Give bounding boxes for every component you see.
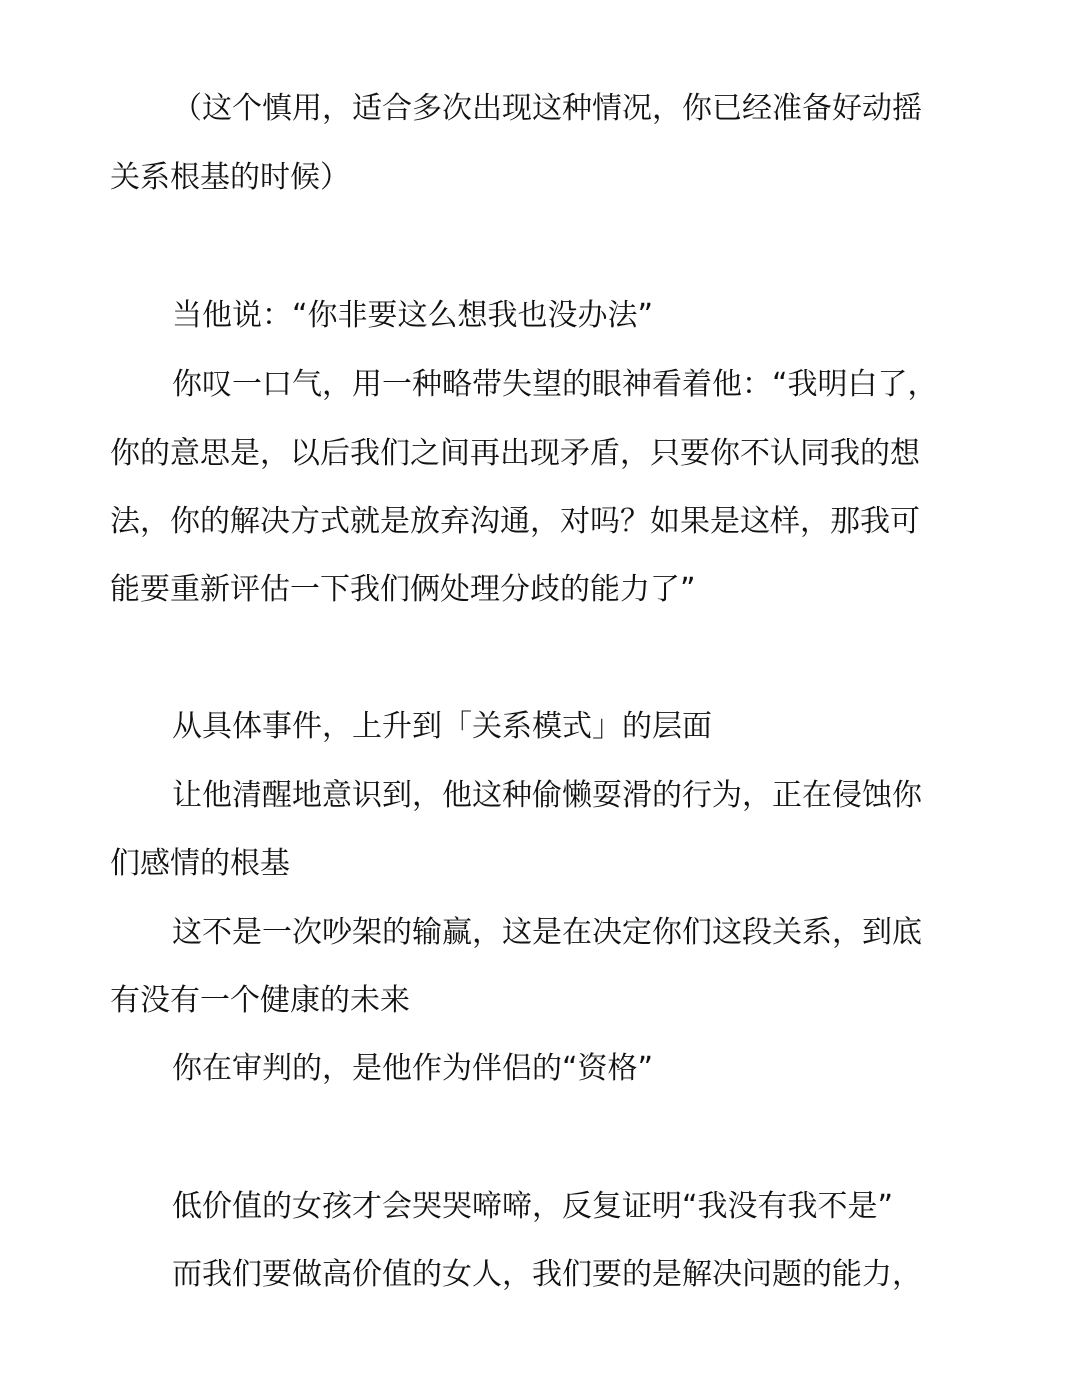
text-line: 低价值的女孩才会哭哭啼啼，反复证明“我没有我不是” — [172, 1189, 894, 1224]
text-line: 从具体事件，上升到「关系模式」的层面 — [172, 709, 712, 744]
text-line: 能要重新评估一下我们俩处理分歧的能力了” — [110, 572, 696, 607]
text-line: 法，你的解决方式就是放弃沟通，对吗？如果是这样，那我可 — [110, 504, 920, 539]
text-line: 你在审判的，是他作为伴侣的“资格” — [172, 1051, 654, 1086]
text-line: 当他说：“你非要这么想我也没办法” — [172, 298, 654, 333]
text-line: 让他清醒地意识到，他这种偷懒耍滑的行为，正在侵蚀你 — [172, 778, 922, 813]
text-line: 而我们要做高价值的女人，我们要的是解决问题的能力， — [172, 1257, 922, 1292]
text-line: 有没有一个健康的未来 — [110, 983, 410, 1018]
text-line: 关系根基的时候） — [110, 160, 350, 195]
text-line: 这不是一次吵架的输赢，这是在决定你们这段关系，到底 — [172, 915, 922, 950]
text-line: 你的意思是，以后我们之间再出现矛盾，只要你不认同我的想 — [110, 436, 920, 471]
text-line: （这个慎用，适合多次出现这种情况，你已经准备好动摇 — [172, 91, 922, 126]
text-line: 们感情的根基 — [110, 846, 290, 881]
text-line: 你叹一口气，用一种略带失望的眼神看着他：“我明白了， — [172, 367, 938, 402]
